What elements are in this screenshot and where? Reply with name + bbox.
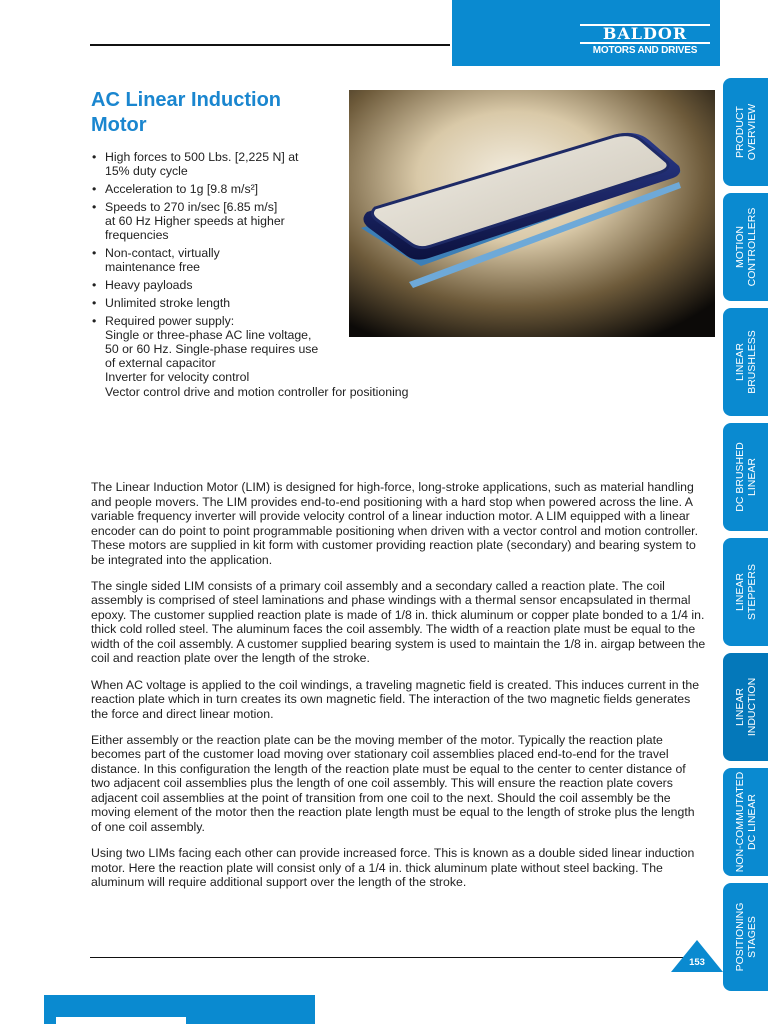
header-banner	[452, 0, 720, 66]
page-number: 153	[689, 957, 705, 968]
logo-tagline: MOTORS AND DRIVES	[592, 45, 698, 56]
tab-linear-induction[interactable]: LINEAR INDUCTION	[723, 653, 768, 761]
tab-linear-brushless[interactable]: LINEAR BRUSHLESS	[723, 308, 768, 416]
paragraph: The Linear Induction Motor (LIM) is designed for high-force, long-stroke applications, such as material handling and people movers. The LIM provides end-to-end positioning with a hard stop when powered across the line. A variable frequency inverter will provide velocity control of a linear induction motor. A LIM equipped with a linear encoder can do point to point programmable positioning when driven with a vector control and motion controller. These motors are supplied in kit form with customer providing reaction plate (secondary) and bearing system to be integrated into the application.	[91, 480, 698, 567]
feature-list	[91, 150, 471, 402]
tab-product-overview[interactable]: PRODUCT OVERVIEW	[723, 78, 768, 186]
section-tabs	[723, 78, 768, 998]
tab-motion-controllers[interactable]: MOTION CONTROLLERS	[723, 193, 768, 301]
paragraph: The single sided LIM consists of a primary coil assembly and a secondary called a reaction plate. The coil assembly is comprised of steel laminations and phase windings with a thermal sensor encapsulated in thermal epoxy. The customer supplied reaction plate is made of 1/8 in. thick aluminum or copper plate bonded to a 1/4 in. thick cold rolled steel. The aluminum faces the coil assembly. The width of a reaction plate must be equal to the width of the coil assembly. A customer supplied bearing system is used to maintain the 1/8 in. airgap between the coil and reaction plate over the length of the stroke.	[91, 578, 706, 666]
footer-logo	[56, 1017, 186, 1024]
tab-positioning-stages[interactable]: POSITIONING STAGES	[723, 883, 768, 991]
logo-brand: BALDOR	[580, 24, 710, 44]
paragraph: When AC voltage is applied to the coil windings, a traveling magnetic field is created. This induces current in the reaction plate which in turn creates its own magnetic field. The interaction of the two magnetic fields generates the force and direct linear motion.	[91, 677, 700, 721]
feature-item: • Heavy payloads	[91, 278, 471, 292]
tab-non-commutated-dc-linear[interactable]: NON-COMMUTATED DC LINEAR	[723, 768, 768, 876]
footer-banner	[44, 995, 315, 1024]
feature-item: • Unlimited stroke length	[91, 296, 471, 310]
tab-dc-brushed-linear[interactable]: DC BRUSHED LINEAR	[723, 423, 768, 531]
paragraph: Either assembly or the reaction plate can be the moving member of the motor. Typically the reaction plate becomes part of the customer load moving over stationary coil assemblies placed end-to-end for the travel distance. In this configuration the length of the reaction plate must be equal to the center to center distance of two adjacent coil assemblies plus the length of one coil assembly. This will ensure the reaction plate covers adjacent coil assemblies at the point of transition from one coil to the next. Should the coil assembly be the moving element of the motor then the reaction plate length must be equal to the length of stroke plus the length of one coil assembly.	[91, 732, 695, 834]
page-title: AC Linear Induction Motor	[91, 89, 281, 136]
footer-rule	[90, 957, 710, 958]
baldor-logo	[580, 24, 710, 56]
feature-item: • Required power supply: Single or three-phase AC line voltage, 50 or 60 Hz. Single-phase requires use of external capacitor Inverter for velocity control Vector control drive and motion controller for positioning	[91, 314, 471, 399]
tab-linear-steppers[interactable]: LINEAR STEPPERS	[723, 538, 768, 646]
header-rule	[90, 44, 450, 46]
feature-item: • Acceleration to 1g [9.8 m/s²]	[91, 182, 471, 196]
feature-item: • High forces to 500 Lbs. [2,225 N] at 15% duty cycle	[91, 150, 471, 178]
body-text	[91, 480, 706, 901]
feature-item: • Speeds to 270 in/sec [6.85 m/s] at 60 Hz Higher speeds at higher frequencies	[91, 200, 471, 243]
paragraph: Using two LIMs facing each other can provide increased force. This is known as a double sided linear induction motor. Here the reaction plate will consist only of a 1/4 in. thick aluminum plate without steel backing. The aluminum will require additional support over the length of the stroke.	[91, 846, 695, 890]
feature-item: • Non-contact, virtually maintenance free	[91, 246, 471, 274]
